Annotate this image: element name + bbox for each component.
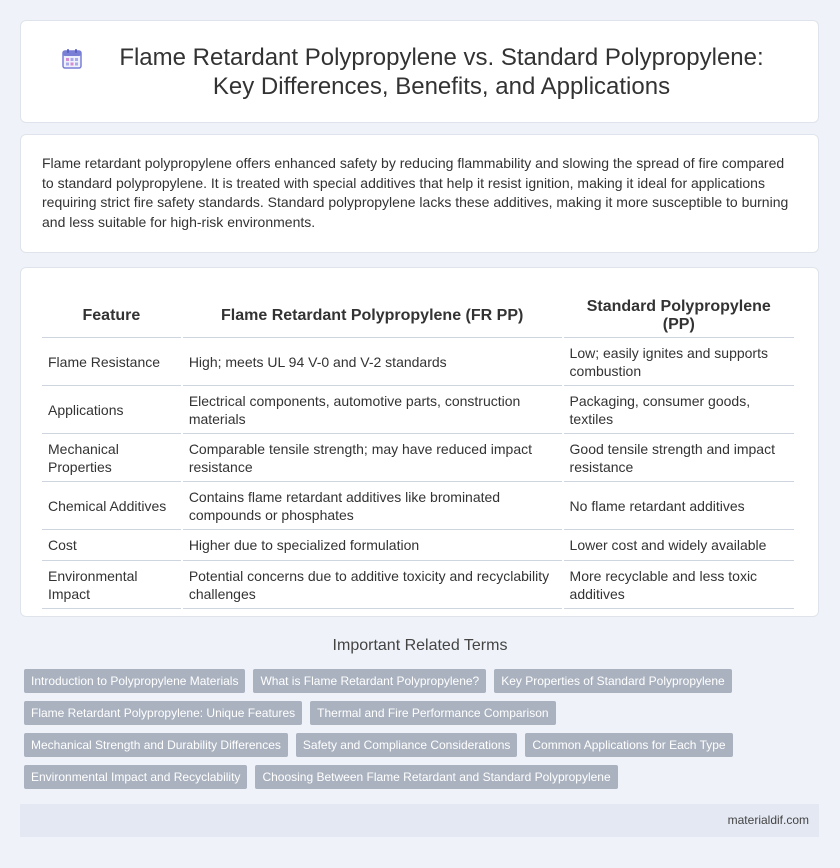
- table-cell: Packaging, consumer goods, textiles: [564, 386, 794, 434]
- table-cell: Mechanical Properties: [42, 434, 181, 482]
- related-term-tag[interactable]: Introduction to Polypropylene Materials: [24, 669, 245, 693]
- intro-paragraph: Flame retardant polypropylene offers enhanced safety by reducing flammability and slowing the spread of fire compared to standard polypropylene. It is treated with special additives that help it resist ignition, making it ideal for applications requiring strict fire safety standards. Standard polypropylene lacks these additives, making it more susceptible to burning and less suitable for high-risk environments.: [42, 155, 789, 230]
- related-term-tag[interactable]: Thermal and Fire Performance Comparison: [310, 701, 555, 725]
- table-cell: Higher due to specialized formulation: [183, 530, 562, 561]
- tag-row: [24, 765, 820, 789]
- page-title: Flame Retardant Polypropylene vs. Standard Polypropylene: Key Differences, Benefits, and Applications: [119, 43, 764, 100]
- related-term-tag[interactable]: Key Properties of Standard Polypropylene: [494, 669, 731, 693]
- table-cell: Cost: [42, 530, 181, 561]
- header-fr-pp: Flame Retardant Polypropylene (FR PP): [183, 294, 562, 338]
- table-row: [42, 482, 794, 530]
- table-cell: Potential concerns due to additive toxicity and recyclability challenges: [183, 561, 562, 609]
- tag-row: [24, 733, 820, 757]
- title-wrap: [21, 43, 818, 101]
- table-cell: Comparable tensile strength; may have reduced impact resistance: [183, 434, 562, 482]
- table-cell: High; meets UL 94 V-0 and V-2 standards: [183, 338, 562, 386]
- related-term-tag[interactable]: Common Applications for Each Type: [525, 733, 732, 757]
- table-cell: More recyclable and less toxic additives: [564, 561, 794, 609]
- intro-card: [20, 134, 819, 253]
- table-cell: Environmental Impact: [42, 561, 181, 609]
- comparison-card: [20, 267, 819, 617]
- table-row: [42, 434, 794, 482]
- table-row: [42, 338, 794, 386]
- table-cell: Flame Resistance: [42, 338, 181, 386]
- tag-row: [24, 669, 820, 693]
- table-cell: Good tensile strength and impact resistance: [564, 434, 794, 482]
- related-term-tag[interactable]: Choosing Between Flame Retardant and Standard Polypropylene: [255, 765, 617, 789]
- table-row: [42, 386, 794, 434]
- related-term-tag[interactable]: Mechanical Strength and Durability Differences: [24, 733, 288, 757]
- related-term-tag[interactable]: What is Flame Retardant Polypropylene?: [253, 669, 486, 693]
- table-header-row: [42, 294, 794, 338]
- table-row: [42, 561, 794, 609]
- comparison-table: [40, 294, 796, 609]
- table-cell: Low; easily ignites and supports combustion: [564, 338, 794, 386]
- related-terms-tags: [24, 669, 820, 797]
- table-row: [42, 530, 794, 561]
- header-feature: Feature: [42, 294, 181, 338]
- table-cell: No flame retardant additives: [564, 482, 794, 530]
- table-cell: Electrical components, automotive parts, construction materials: [183, 386, 562, 434]
- table-cell: Lower cost and widely available: [564, 530, 794, 561]
- related-terms-title: Important Related Terms: [332, 637, 508, 654]
- related-term-tag[interactable]: Safety and Compliance Considerations: [296, 733, 517, 757]
- table-cell: Applications: [42, 386, 181, 434]
- related-term-tag[interactable]: Flame Retardant Polypropylene: Unique Features: [24, 701, 302, 725]
- table-cell: Contains flame retardant additives like brominated compounds or phosphates: [183, 482, 562, 530]
- footer: [20, 804, 819, 837]
- related-term-tag[interactable]: Environmental Impact and Recyclability: [24, 765, 247, 789]
- header-standard-pp: Standard Polypropylene (PP): [564, 294, 794, 338]
- calendar-icon: [61, 48, 83, 70]
- title-card: [20, 20, 819, 123]
- footer-site[interactable]: materialdif.com: [727, 813, 809, 827]
- table-cell: Chemical Additives: [42, 482, 181, 530]
- tag-row: [24, 701, 820, 725]
